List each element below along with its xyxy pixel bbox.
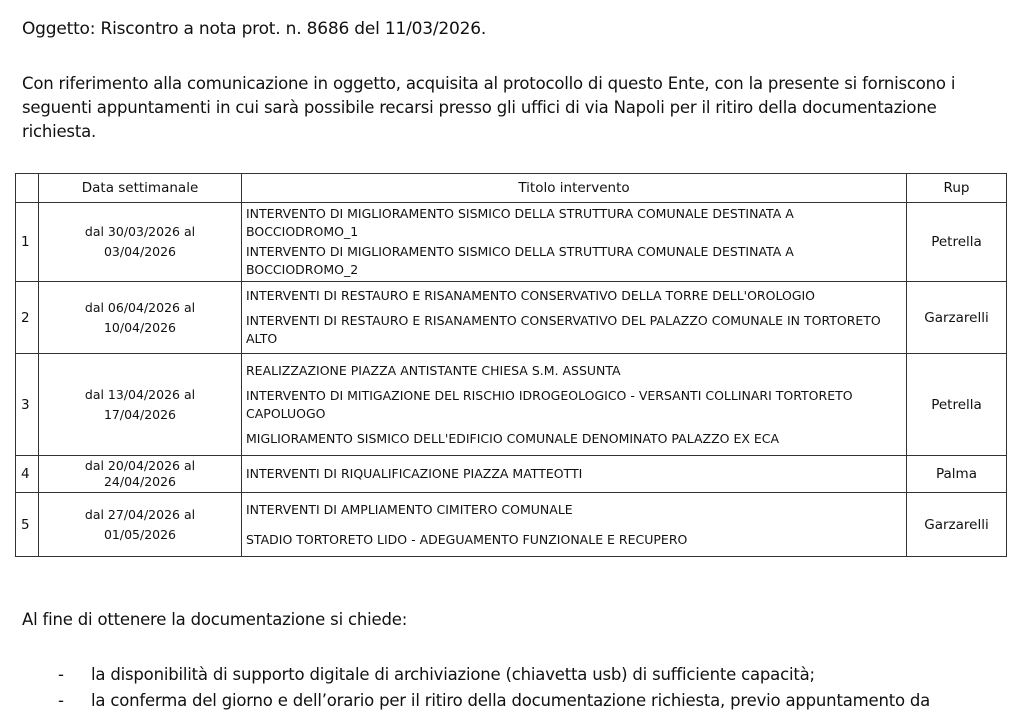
- table-row: [16, 203, 1007, 282]
- request-list: [58, 662, 930, 714]
- date-line: dal 30/03/2026 al: [84, 224, 196, 239]
- row-number: 4: [16, 456, 39, 493]
- list-item: [58, 688, 930, 714]
- list-item-text: la conferma del giorno e dell’orario per il ritiro della documentazione richiesta, previo appuntamento da: [91, 691, 931, 710]
- header-date: Data settimanale: [39, 174, 242, 203]
- row-rup: Petrella: [907, 203, 1007, 282]
- header-title: Titolo intervento: [242, 174, 907, 203]
- row-date: [39, 282, 242, 354]
- table-row: [16, 282, 1007, 354]
- date-line: dal 06/04/2026 al: [84, 299, 196, 315]
- intervention-title: INTERVENTO DI MIGLIORAMENTO SISMICO DELLA STRUTTURA COMUNALE DESTINATA A BOCCIODROMO_2: [246, 244, 794, 277]
- date-line: 24/04/2026: [103, 474, 177, 489]
- row-date: [39, 456, 242, 493]
- row-titles: [242, 354, 907, 456]
- intervention-title: INTERVENTI DI RESTAURO E RISANAMENTO CONSERVATIVO DELLA TORRE DELL'OROLOGIO: [246, 288, 816, 303]
- row-titles: [242, 203, 907, 282]
- list-item-text: la disponibilità di supporto digitale di archiviazione (chiavetta usb) di sufficiente capacità;: [91, 665, 815, 684]
- date-line: 10/04/2026: [103, 319, 177, 335]
- intervention-title: INTERVENTI DI AMPLIAMENTO CIMITERO COMUNALE: [246, 501, 573, 517]
- dash-marker: -: [58, 691, 64, 710]
- letter-subject: Oggetto: Riscontro a nota prot. n. 8686 del 11/03/2026.: [22, 19, 487, 39]
- schedule-table: [15, 173, 1007, 557]
- list-item: [58, 662, 930, 688]
- intervention-title: MIGLIORAMENTO SISMICO DELL'EDIFICIO COMUNALE DENOMINATO PALAZZO EX ECA: [246, 430, 780, 446]
- closing-paragraph: Al fine di ottenere la documentazione si chiede:: [22, 610, 408, 629]
- row-number: 5: [16, 493, 39, 557]
- letter-intro: Con riferimento alla comunicazione in oggetto, acquisita al protocollo di questo Ente, con la presente si forniscono i seguenti appuntamenti in cui sarà possibile recarsi presso gli uffici di via Napoli per il ritiro della documentazione richiesta.: [22, 74, 956, 141]
- date-line: 01/05/2026: [103, 526, 177, 542]
- date-line: 03/04/2026: [103, 244, 177, 259]
- row-number: 1: [16, 203, 39, 282]
- intervention-title: STADIO TORTORETO LIDO - ADEGUAMENTO FUNZIONALE E RECUPERO: [246, 531, 688, 547]
- table-body: [16, 203, 1007, 557]
- intervention-title: INTERVENTI DI RIQUALIFICAZIONE PIAZZA MATTEOTTI: [246, 466, 583, 481]
- header-number: [16, 174, 39, 203]
- intervention-title: INTERVENTO DI MIGLIORAMENTO SISMICO DELLA STRUTTURA COMUNALE DESTINATA A BOCCIODROMO_1: [246, 206, 794, 239]
- intervention-title: REALIZZAZIONE PIAZZA ANTISTANTE CHIESA S.M. ASSUNTA: [246, 362, 621, 378]
- intervention-title: INTERVENTO DI MITIGAZIONE DEL RISCHIO IDROGEOLOGICO - VERSANTI COLLINARI TORTORETO CAPOLUOGO: [246, 387, 853, 421]
- row-number: 3: [16, 354, 39, 456]
- table-header-row: [16, 174, 1007, 203]
- row-date: [39, 354, 242, 456]
- row-number: 2: [16, 282, 39, 354]
- row-titles: [242, 493, 907, 557]
- date-line: dal 20/04/2026 al: [84, 458, 196, 473]
- date-line: dal 27/04/2026 al: [84, 506, 196, 522]
- row-date: [39, 203, 242, 282]
- row-titles: [242, 456, 907, 493]
- row-date: [39, 493, 242, 557]
- row-rup: Garzarelli: [907, 282, 1007, 354]
- dash-marker: -: [58, 665, 64, 684]
- table-row: [16, 354, 1007, 456]
- table-row: [16, 493, 1007, 557]
- date-line: dal 13/04/2026 al: [84, 386, 196, 402]
- intervention-title: INTERVENTI DI RESTAURO E RISANAMENTO CONSERVATIVO DEL PALAZZO COMUNALE IN TORTORETO ALTO: [246, 313, 881, 346]
- row-rup: Garzarelli: [907, 493, 1007, 557]
- row-rup: Palma: [907, 456, 1007, 493]
- row-titles: [242, 282, 907, 354]
- table-row: [16, 456, 1007, 493]
- row-rup: Petrella: [907, 354, 1007, 456]
- date-line: 17/04/2026: [103, 406, 177, 422]
- header-rup: Rup: [907, 174, 1007, 203]
